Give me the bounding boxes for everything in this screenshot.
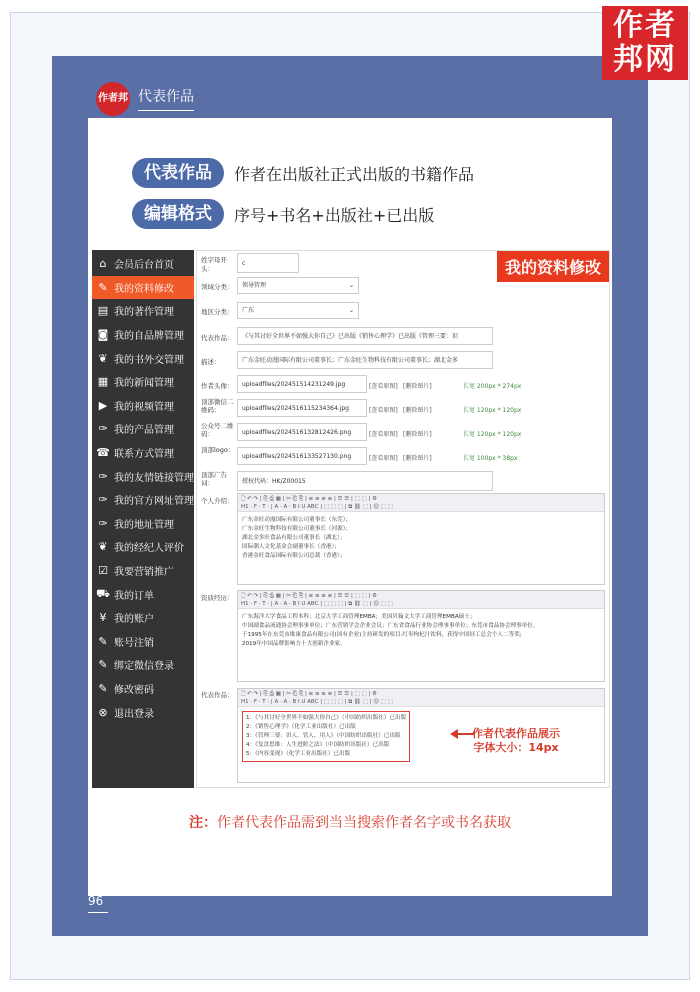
intro-line: 广东金旺生物科技有限公司董事长（河源）；: [242, 526, 352, 532]
sidebar-item[interactable]: [92, 323, 194, 347]
resume-line: 中国副食品流通协会理事事单位；广东营销学会企业会员；广东省食品行业协会理事事单位；东莞市食品协会理事单位。: [242, 623, 539, 629]
desc-field[interactable]: 广东金旺动漫国际有限公司董事长；广东金旺生物科技有限公司董事长；湖北金多: [237, 351, 493, 369]
domain-select[interactable]: 领导管理 ⌄: [237, 277, 359, 294]
works-highlight-box: [242, 711, 410, 762]
product-icon: ✑: [98, 422, 108, 436]
link-icon: ✑: [98, 469, 108, 483]
chevron-down-icon: ⌄: [348, 307, 354, 314]
editor-toolbar[interactable]: 🗋 ↶ ↷ | ⎘ ⎙ ▦ | ✂ ⎗ ⎘ | ≡ ≡ ≡ ≡ | ☰ ☰ | ⬚ ⬚ | ⚙ H1 · F · T · | A · A · B I U ABC | ⬚ ⬚ ⬚ | ⧉ ⛓ ⬚ | ☺ ⬚ ⬚: [238, 689, 604, 707]
avatar-label: 作者头像：: [201, 382, 234, 390]
sidebar-item-label: 我的新闻管理: [114, 378, 174, 390]
wechat-path-field[interactable]: uploadfiles/2024516115234364.jpg: [237, 399, 367, 417]
footer-note: 注：作者代表作品需到当当搜索作者名字或书名获取: [189, 815, 511, 831]
sidebar-item[interactable]: [92, 606, 194, 630]
sidebar-item-label: 我的视频管理: [114, 401, 174, 413]
sidebar-item[interactable]: [92, 630, 194, 654]
chevron-down-icon: ⌄: [348, 282, 354, 289]
wechat-size-hint: 长宽 120px * 120px: [463, 407, 522, 414]
cart-icon: ⛟: [96, 586, 110, 600]
sidebar-item[interactable]: [92, 370, 194, 394]
sidebar-item[interactable]: [92, 700, 194, 724]
sidebar-item-label: 我的自品牌管理: [114, 331, 184, 343]
sidebar-item[interactable]: [92, 559, 194, 583]
delete-image-link[interactable]: [删除图片]: [403, 455, 432, 462]
sidebar-item[interactable]: [92, 394, 194, 418]
works-editor-label: 代表作品：: [201, 691, 234, 699]
sidebar-item-label: 我的著作管理: [114, 307, 174, 319]
sidebar-item-label: 我的产品管理: [114, 425, 174, 437]
resume-line: 2019年中国品牌影响力十大创新企业家。: [242, 641, 346, 647]
logo-size-hint: 长宽 100px * 38px: [463, 455, 518, 462]
sidebar-item[interactable]: [92, 488, 194, 512]
logo-path-field[interactable]: uploadfiles/2024516133527130.png: [237, 447, 367, 465]
sidebar-item[interactable]: [92, 417, 194, 441]
initial-field[interactable]: c: [237, 253, 299, 273]
sidebar-item-label: 我的账户: [114, 614, 154, 626]
pill-representative-works: 代表作品: [132, 158, 224, 188]
page-number-underline: [88, 912, 108, 913]
news-icon: ▦: [97, 375, 109, 389]
resume-line: 广东海洋大学食品工程本科；北京大学工商管理EMBA；美国贝翰文大学工商管理EMBA硕士；: [242, 614, 476, 620]
delete-image-link[interactable]: [删除图片]: [403, 407, 432, 414]
zuozhebang-logo: 作者 邦网: [602, 6, 688, 80]
sidebar-item[interactable]: [92, 252, 194, 276]
phone-icon: ☎: [96, 446, 110, 460]
desc-label: 描述：: [201, 358, 221, 366]
annotation-arrow: [452, 733, 474, 735]
resume-label: 资质经历：: [201, 594, 234, 602]
address-icon: ✑: [98, 516, 108, 530]
sidebar-item[interactable]: [92, 653, 194, 677]
pill-desc-format: 序号+书名+出版社+已出版: [234, 206, 435, 225]
brand-icon: ◙: [97, 328, 109, 342]
brand-badge-icon: 作者邦: [96, 82, 130, 116]
sidebar-item-label: 联系方式管理: [114, 449, 174, 461]
view-original-link[interactable]: [查看原图]: [369, 407, 398, 414]
sidebar-item-label: 修改密码: [114, 684, 154, 696]
sidebar-item-label: 我的订单: [114, 590, 154, 602]
pill-desc-works: 作者在出版社正式出版的书籍作品: [234, 165, 475, 184]
region-select[interactable]: 广东 ⌄: [237, 302, 359, 319]
checkbox-icon: ☑: [98, 564, 108, 578]
logo-label: 顶部logo：: [201, 446, 235, 454]
sidebar-item-label: 我的书外交管理: [114, 354, 184, 366]
sidebar-item[interactable]: [92, 464, 194, 488]
intro-line: 国际潮人文化基金会副董事长（香港）；: [242, 544, 340, 550]
sidebar-item-label: 绑定微信登录: [114, 661, 174, 673]
wechat-bind-icon: ✎: [98, 658, 108, 672]
sidebar-item-label: 我的经纪人评价: [114, 543, 184, 555]
works-list-item: 5：《内容变现》（化学工业出版社）已出版: [246, 751, 351, 757]
sidebar-item[interactable]: [92, 346, 194, 370]
ad-label: 顶部广告词：: [201, 471, 227, 487]
pill-edit-format: 编辑格式: [132, 199, 224, 229]
works-list-item: 2：《销售心理学》（化学工业出版社）已出版: [246, 724, 356, 730]
avatar-path-field[interactable]: uploadfiles/202451514231249.jpg: [237, 375, 367, 393]
sidebar-item[interactable]: [92, 512, 194, 536]
view-original-link[interactable]: [查看原图]: [369, 455, 398, 462]
view-original-link[interactable]: [查看原图]: [369, 431, 398, 438]
page-number: 96: [88, 894, 104, 908]
mp-path-field[interactable]: uploadfiles/2024516132812426.png: [237, 423, 367, 441]
handshake-icon: ❦: [98, 351, 108, 365]
video-icon: ▶: [98, 398, 108, 412]
delete-image-link[interactable]: [删除图片]: [403, 383, 432, 390]
ad-field[interactable]: 授权代码：HK/Z00015: [237, 471, 493, 491]
resume-editor[interactable]: [237, 590, 605, 682]
intro-line: 香港金旺食品国际有限公司总裁（香港）；: [242, 553, 346, 559]
sidebar-item[interactable]: [92, 582, 194, 606]
sidebar-item[interactable]: [92, 299, 194, 323]
member-sidebar: [92, 250, 194, 788]
sidebar-item[interactable]: [92, 535, 194, 559]
mp-label: 公众号二维码：: [201, 422, 234, 438]
mp-size-hint: 长宽 120px * 120px: [463, 431, 522, 438]
works-list-item: 3：《管理三要：识人、管人、用人》（中国纺织出版社）已出版: [246, 733, 401, 739]
editor-toolbar[interactable]: 🗋 ↶ ↷ | ⎘ ⎙ ▦ | ✂ ⎗ ⎘ | ≡ ≡ ≡ ≡ | ☰ ☰ | ⬚ ⬚ | ⚙ H1 · F · T · | A · A · B I U ABC | ⬚ ⬚ ⬚ | ⧉ ⛓ ⬚ | ☺ ⬚ ⬚: [238, 494, 604, 512]
sidebar-item[interactable]: [92, 441, 194, 465]
profile-edit-panel: [196, 250, 610, 788]
sidebar-item-label: 我的友情链接管理: [114, 472, 194, 484]
resume-editor-body[interactable]: [238, 609, 604, 653]
yen-icon: ¥: [99, 611, 107, 625]
intro-line: 湖北金多旺食品有限公司董事长（湖北）；: [242, 535, 346, 541]
book-icon: ▤: [97, 304, 109, 318]
edit-icon: ✎: [98, 280, 108, 294]
cancel-account-icon: ✎: [98, 634, 108, 648]
wechat-label: 顶部微信二维码：: [201, 398, 234, 414]
intro-editor[interactable]: [237, 493, 605, 585]
sidebar-item-label: 我的地址管理: [114, 519, 174, 531]
works-list-item: 1：《与其讨好全世界不如强大你自己》（中国纺织出版社）已出版: [246, 715, 407, 721]
view-original-link[interactable]: [查看原图]: [369, 383, 398, 390]
sidebar-item-label: 我的官方网址管理: [114, 496, 194, 508]
home-icon: ⌂: [99, 257, 107, 271]
website-icon: ✑: [98, 493, 108, 507]
works-label: 代表作品：: [201, 334, 234, 342]
works-field[interactable]: 《与其讨好全世界不如强大你自己》已出版《销售心理学》已出版《管理三要：识: [237, 327, 493, 345]
avatar-size-hint: 长宽 200px * 274px: [463, 383, 522, 390]
delete-image-link[interactable]: [删除图片]: [403, 431, 432, 438]
intro-label: 个人介绍：: [201, 497, 234, 505]
works-annotation: 作者代表作品展示 字体大小：14px: [472, 727, 560, 754]
resume-line: 于1995年在东莞市维康食品有限公司(国有企业)主持研发的项目:红枣枸杞汁饮料，获得中国轻工总会个人二等奖;: [242, 632, 522, 638]
sidebar-item-label: 账号注销: [114, 637, 154, 649]
agent-icon: ❦: [98, 540, 108, 554]
password-icon: ✎: [98, 681, 108, 695]
domain-label: 领域分类：: [201, 283, 234, 291]
sidebar-item-label: 退出登录: [114, 708, 154, 720]
section-title: 代表作品: [138, 86, 194, 111]
sidebar-item-label: 我要营销推广: [114, 567, 174, 579]
initial-label: 姓字母开头：: [201, 256, 227, 273]
intro-line: 广东金旺动漫国际有限公司董事长（东莞）；: [242, 517, 352, 523]
sidebar-item[interactable]: [92, 677, 194, 701]
sidebar-item[interactable]: [92, 276, 194, 300]
editor-toolbar[interactable]: 🗋 ↶ ↷ | ⎘ ⎙ ▦ | ✂ ⎗ ⎘ | ≡ ≡ ≡ ≡ | ☰ ☰ | ⬚ ⬚ | ⚙ H1 · F · T · | A · A · B I U ABC | ⬚ ⬚ ⬚ | ⧉ ⛓ ⬚ | ☺ ⬚ ⬚: [238, 591, 604, 609]
works-list-item: 4：《复盘思维：人生进阶之法》（中国纺织出版社）已出版: [246, 742, 390, 748]
sidebar-item-label: 我的资料修改: [114, 283, 174, 295]
sidebar-item-label: 会员后台首页: [114, 260, 174, 272]
profile-edit-banner: 我的资料修改: [497, 251, 609, 282]
intro-editor-body[interactable]: [238, 512, 604, 565]
logout-icon: ⊗: [98, 705, 108, 719]
region-label: 地区分类：: [201, 308, 234, 316]
